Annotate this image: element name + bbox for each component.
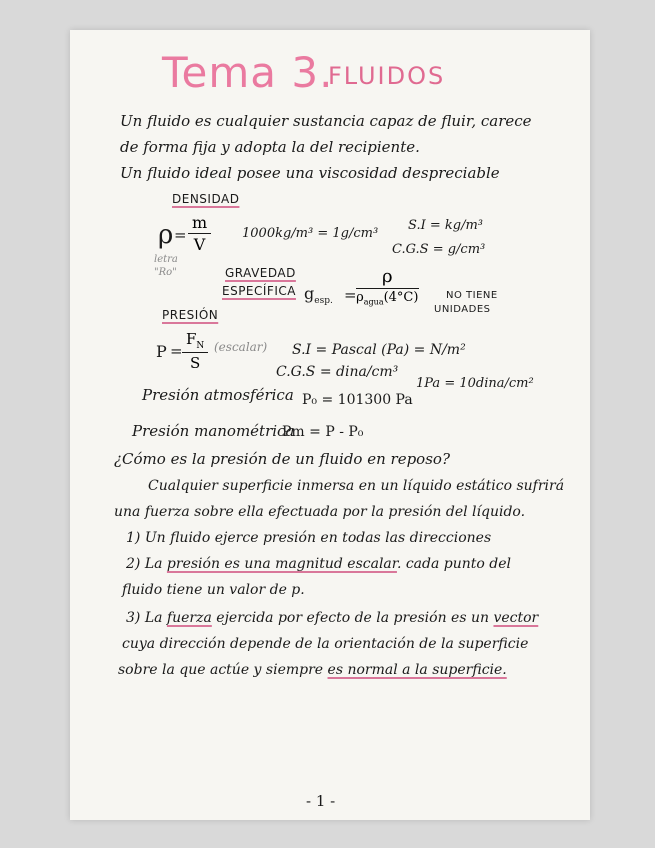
gravity-den-sub: agua — [363, 297, 384, 307]
density-equals: = — [174, 226, 187, 244]
density-si-unit: S.I = kg/m³ — [408, 218, 483, 233]
gravity-equals: = — [344, 286, 357, 304]
pressure-denominator: S — [190, 354, 201, 372]
atmospheric-pressure-label: Presión atmosférica — [142, 386, 294, 404]
gauge-pressure-formula: Pm = P - P₀ — [282, 424, 364, 440]
no-units-note-2: UNIDADES — [434, 304, 491, 315]
pressure-symbol: P — [156, 342, 167, 361]
density-symbol: ρ — [158, 220, 174, 250]
gravity-den-suffix: (4°C) — [383, 290, 419, 305]
body-line-1: Cualquier superficie inmersa en un líquido estático sufrirá — [148, 478, 565, 494]
intro-line-3: Un fluido ideal posee una viscosidad despreciable — [120, 164, 500, 182]
item3-line3-prefix: sobre la que actúe y siempre — [118, 662, 328, 678]
gravity-den-rho: ρ — [356, 290, 364, 305]
pressure-cgs-unit: C.G.S = dina/cm³ — [276, 364, 399, 380]
density-denominator: V — [193, 235, 206, 254]
item3-force: fuerza — [166, 610, 212, 626]
presion-heading: PRESIÓN — [162, 308, 219, 322]
page-subtitle: FLUIDOS — [328, 62, 446, 90]
list-item-1: 1) Un fluido ejerce presión en todas las direcciones — [126, 530, 492, 546]
pressure-fraction — [182, 330, 208, 372]
letra-note-2: "Ro" — [154, 267, 177, 278]
pressure-force: F — [186, 330, 197, 348]
page-title: Tema 3. — [162, 48, 334, 97]
item2-prefix: 2) La — [126, 556, 167, 572]
gravity-numerator: ρ — [356, 266, 419, 289]
intro-line-1: Un fluido es cualquier sustancia capaz de fluir, carece — [120, 112, 532, 130]
intro-line-2: de forma fija y adopta la del recipiente. — [120, 138, 420, 156]
list-item-2-continued: fluido tiene un valor de p. — [122, 582, 305, 598]
list-item-3-continued: cuya dirección depende de la orientación de la superficie — [122, 636, 529, 652]
item3-vector: vector — [493, 610, 539, 626]
letra-note-1: letra — [154, 254, 178, 265]
pressure-si-unit: S.I = Pascal (Pa) = N/m² — [292, 342, 466, 358]
question-line: ¿Cómo es la presión de un fluido en reposo? — [114, 450, 450, 468]
item2-suffix: . cada punto del — [396, 556, 512, 572]
no-units-note-1: NO TIENE — [446, 290, 498, 301]
gravedad-heading-2: ESPECÍFICA — [222, 284, 296, 298]
gravedad-heading-1: GRAVEDAD — [225, 266, 296, 280]
gauge-pressure-label: Presión manométrica — [132, 422, 295, 440]
pascal-conversion: 1Pa = 10dina/cm² — [416, 376, 534, 391]
density-fraction — [188, 213, 211, 254]
scalar-note: (escalar) — [214, 340, 268, 354]
gravity-symbol — [304, 284, 333, 306]
density-numerator: m — [188, 213, 211, 234]
notebook-page — [70, 30, 590, 820]
density-conversion: 1000kg/m³ = 1g/cm³ — [242, 226, 379, 241]
item3-prefix: 3) La — [126, 610, 167, 626]
gravity-sub: esp. — [314, 296, 333, 307]
gravity-fraction — [356, 266, 419, 307]
body-line-2: una fuerza sobre ella efectuada por la presión del líquido. — [114, 504, 526, 520]
list-item-3 — [126, 610, 538, 626]
item3-normal-highlight: es normal a la superficie. — [327, 662, 507, 678]
page-number: - 1 - — [306, 792, 336, 810]
atmospheric-pressure-formula: P₀ = 101300 Pa — [302, 392, 413, 408]
density-cgs-unit: C.G.S = g/cm³ — [392, 242, 486, 257]
pressure-force-sub: N — [196, 341, 205, 351]
item3-middle: ejercida por efecto de la presión es un — [211, 610, 494, 626]
gravity-g: g — [304, 284, 315, 303]
list-item-2 — [126, 556, 511, 572]
pressure-equals: = — [170, 342, 183, 360]
gravity-denominator — [356, 289, 418, 307]
pressure-numerator — [182, 330, 208, 353]
list-item-3-last — [118, 662, 507, 678]
densidad-heading: DENSIDAD — [172, 192, 240, 206]
item2-highlight: presión es una magnitud escalar — [166, 556, 397, 572]
